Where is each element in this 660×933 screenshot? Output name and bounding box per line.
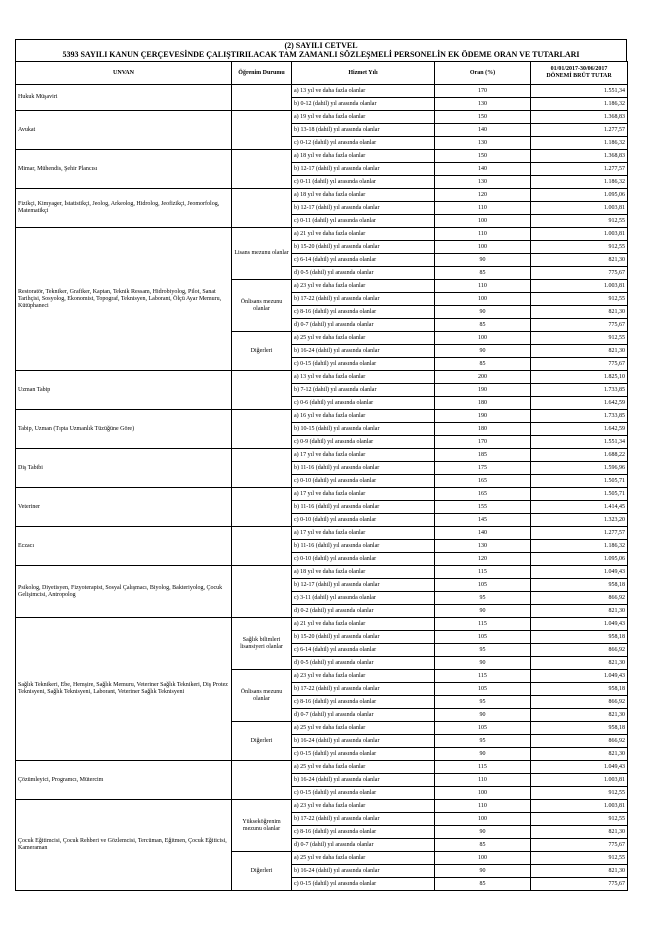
tutar-cell: 821,30	[531, 657, 628, 670]
unvan-cell: Restoratör, Tekniker, Grafiker, Kaptan, Teknik Ressam, Hidrobiyolog, Pilot, Sanat Tarihçisi, Sosyolog, Ekonomist, Topograf, Teknisyen, Laborant, Ölçü Ayar Memuru, Kütüphaneci	[16, 228, 232, 371]
hizmet-cell: a) 13 yıl ve daha fazla olanlar	[292, 371, 435, 384]
tutar-cell: 1.003,81	[531, 800, 628, 813]
tutar-cell: 1.277,57	[531, 163, 628, 176]
header-row	[16, 62, 628, 85]
tutar-cell: 1.825,10	[531, 371, 628, 384]
tutar-cell: 958,18	[531, 631, 628, 644]
hizmet-cell: b) 16-24 (dahil) yıl arasında olanlar	[292, 735, 435, 748]
tutar-cell: 1.049,43	[531, 566, 628, 579]
oran-cell: 185	[435, 449, 531, 462]
oran-cell: 105	[435, 722, 531, 735]
hizmet-cell: a) 17 yıl ve daha fazla olanlar	[292, 527, 435, 540]
oran-cell: 165	[435, 488, 531, 501]
hizmet-cell: c) 0-10 (dahil) yıl arasında olanlar	[292, 553, 435, 566]
hizmet-cell: a) 21 yıl ve daha fazla olanlar	[292, 618, 435, 631]
oran-cell: 100	[435, 787, 531, 800]
oran-cell: 190	[435, 384, 531, 397]
hizmet-cell: b) 16-24 (dahil) yıl arasında olanlar	[292, 865, 435, 878]
hizmet-cell: a) 18 yıl ve daha fazla olanlar	[292, 566, 435, 579]
ogrenim-cell: Diğerleri	[232, 722, 292, 761]
unvan-cell: Diş Tabibi	[16, 449, 232, 488]
hizmet-cell: a) 13 yıl ve daha fazla olanlar	[292, 85, 435, 98]
ogrenim-cell	[232, 189, 292, 228]
ogrenim-cell: Lisans mezunu olanlar	[232, 228, 292, 280]
tutar-cell: 1.733,85	[531, 384, 628, 397]
hizmet-cell: a) 25 yıl ve daha fazla olanlar	[292, 761, 435, 774]
hizmet-cell: a) 18 yıl ve daha fazla olanlar	[292, 189, 435, 202]
tutar-cell: 866,92	[531, 644, 628, 657]
hizmet-cell: a) 17 yıl ve daha fazla olanlar	[292, 449, 435, 462]
hizmet-cell: a) 25 yıl ve daha fazla olanlar	[292, 852, 435, 865]
oran-cell: 190	[435, 410, 531, 423]
oran-cell: 115	[435, 670, 531, 683]
tutar-cell: 821,30	[531, 254, 628, 267]
hizmet-cell: a) 16 yıl ve daha fazla olanlar	[292, 410, 435, 423]
oran-cell: 110	[435, 202, 531, 215]
oran-cell: 85	[435, 267, 531, 280]
hizmet-cell: b) 12-17 (dahil) yıl arasında olanlar	[292, 163, 435, 176]
unvan-cell: Avukat	[16, 111, 232, 150]
oran-cell: 115	[435, 761, 531, 774]
tutar-cell: 821,30	[531, 748, 628, 761]
unvan-cell: Uzman Tabip	[16, 371, 232, 410]
table-row	[16, 566, 628, 579]
tutar-cell: 1.049,43	[531, 670, 628, 683]
oran-cell: 90	[435, 826, 531, 839]
ogrenim-cell	[232, 488, 292, 527]
oran-cell: 100	[435, 241, 531, 254]
tutar-cell: 1.368,83	[531, 150, 628, 163]
tutar-cell: 1.551,34	[531, 85, 628, 98]
hizmet-cell: c) 6-14 (dahil) yıl arasında olanlar	[292, 644, 435, 657]
tutar-cell: 1.003,81	[531, 280, 628, 293]
ogrenim-cell	[232, 85, 292, 111]
oran-cell: 90	[435, 709, 531, 722]
ogrenim-cell: Diğerleri	[232, 852, 292, 891]
header-tutar-period: 01/01/2017-30/06/2017	[550, 66, 608, 72]
hizmet-cell: a) 23 yıl ve daha fazla olanlar	[292, 800, 435, 813]
table-row	[16, 150, 628, 163]
tutar-cell: 1.642,59	[531, 397, 628, 410]
tutar-cell: 958,18	[531, 722, 628, 735]
hizmet-cell: c) 8-16 (dahil) yıl arasında olanlar	[292, 826, 435, 839]
hizmet-cell: c) 0-15 (dahil) yıl arasında olanlar	[292, 878, 435, 891]
hizmet-cell: c) 0-15 (dahil) yıl arasında olanlar	[292, 787, 435, 800]
oran-cell: 175	[435, 462, 531, 475]
oran-cell: 165	[435, 475, 531, 488]
oran-cell: 120	[435, 553, 531, 566]
hizmet-cell: c) 0-10 (dahil) yıl arasında olanlar	[292, 475, 435, 488]
hizmet-cell: b) 10-15 (dahil) yıl arasında olanlar	[292, 423, 435, 436]
tutar-cell: 912,55	[531, 813, 628, 826]
tutar-cell: 1.277,57	[531, 527, 628, 540]
hizmet-cell: a) 25 yıl ve daha fazla olanlar	[292, 332, 435, 345]
hizmet-cell: c) 6-14 (dahil) yıl arasında olanlar	[292, 254, 435, 267]
oran-cell: 115	[435, 618, 531, 631]
tutar-cell: 1.003,81	[531, 774, 628, 787]
tutar-cell: 775,67	[531, 878, 628, 891]
unvan-cell: Fizikçi, Kimyager, İstatistikçi, Jeolog, Arkeolog, Hidrolog, Jeofizikçi, Jeomorfolog, Matematikçi	[16, 189, 232, 228]
hizmet-cell: a) 23 yıl ve daha fazla olanlar	[292, 280, 435, 293]
oran-cell: 85	[435, 319, 531, 332]
unvan-cell: Çocuk Eğitimcisi, Çocuk Rehberi ve Gözlemcisi, Tercüman, Eğitmen, Çocuk Eğiticisi, Kameraman	[16, 800, 232, 891]
unvan-cell: Eczacı	[16, 527, 232, 566]
oran-cell: 85	[435, 358, 531, 371]
header-ogrenim: Öğrenim Durumu	[232, 62, 292, 85]
table-row	[16, 527, 628, 540]
tutar-cell: 1.186,32	[531, 540, 628, 553]
ogrenim-cell: Önlisans mezunu olanlar	[232, 670, 292, 722]
oran-cell: 105	[435, 631, 531, 644]
header-unvan: UNVAN	[16, 62, 232, 85]
table-row	[16, 85, 628, 98]
tutar-cell: 866,92	[531, 735, 628, 748]
unvan-cell: Sağlık Teknikeri, Ebe, Hemşire, Sağlık Memuru, Veteriner Sağlık Teknikeri, Diş Protez Teknisyeni, Sağlık Teknisyeni, Laborant, Veteriner Sağlık Teknisyeni	[16, 618, 232, 761]
hizmet-cell: c) 0-10 (dahil) yıl arasında olanlar	[292, 514, 435, 527]
oran-cell: 110	[435, 800, 531, 813]
oran-cell: 140	[435, 124, 531, 137]
tutar-cell: 912,55	[531, 787, 628, 800]
oran-cell: 120	[435, 189, 531, 202]
tutar-cell: 958,18	[531, 683, 628, 696]
oran-cell: 110	[435, 774, 531, 787]
ogrenim-cell: Yükseköğrenim mezunu olanlar	[232, 800, 292, 852]
hizmet-cell: b) 17-22 (dahil) yıl arasında olanlar	[292, 293, 435, 306]
oran-cell: 85	[435, 839, 531, 852]
hizmet-cell: b) 13-18 (dahil) yıl arasında olanlar	[292, 124, 435, 137]
table-row	[16, 228, 628, 241]
oran-cell: 155	[435, 501, 531, 514]
oran-cell: 90	[435, 345, 531, 358]
ogrenim-cell: Önlisans mezunu olanlar	[232, 280, 292, 332]
table-row	[16, 189, 628, 202]
hizmet-cell: d) 0-5 (dahil) yıl arasında olanlar	[292, 267, 435, 280]
tutar-cell: 1.049,43	[531, 761, 628, 774]
oran-cell: 90	[435, 657, 531, 670]
oran-cell: 150	[435, 111, 531, 124]
hizmet-cell: c) 3-11 (dahil) yıl arasında olanlar	[292, 592, 435, 605]
hizmet-cell: c) 8-16 (dahil) yıl arasında olanlar	[292, 306, 435, 319]
table-title	[15, 39, 627, 61]
header-tutar	[531, 62, 628, 85]
tutar-cell: 912,55	[531, 293, 628, 306]
oran-cell: 115	[435, 566, 531, 579]
hizmet-cell: b) 17-22 (dahil) yıl arasında olanlar	[292, 813, 435, 826]
oran-cell: 105	[435, 683, 531, 696]
ogrenim-cell	[232, 527, 292, 566]
table-row	[16, 618, 628, 631]
hizmet-cell: b) 12-17 (dahil) yıl arasında olanlar	[292, 202, 435, 215]
tutar-cell: 912,55	[531, 852, 628, 865]
payment-table	[15, 61, 628, 891]
oran-cell: 95	[435, 735, 531, 748]
tutar-cell: 912,55	[531, 241, 628, 254]
header-hizmet: Hizmet Yılı	[292, 62, 435, 85]
ogrenim-cell	[232, 111, 292, 150]
tutar-cell: 821,30	[531, 865, 628, 878]
oran-cell: 130	[435, 137, 531, 150]
hizmet-cell: b) 15-20 (dahil) yıl arasında olanlar	[292, 241, 435, 254]
ogrenim-cell	[232, 410, 292, 449]
tutar-cell: 866,92	[531, 696, 628, 709]
unvan-cell: Mimar, Mühendis, Şehir Plancısı	[16, 150, 232, 189]
tutar-cell: 1.688,22	[531, 449, 628, 462]
hizmet-cell: d) 0-2 (dahil) yıl arasında olanlar	[292, 605, 435, 618]
hizmet-cell: a) 17 yıl ve daha fazla olanlar	[292, 488, 435, 501]
tutar-cell: 1.551,34	[531, 436, 628, 449]
unvan-cell: Hukuk Müşaviri	[16, 85, 232, 111]
hizmet-cell: d) 0-7 (dahil) yıl arasında olanlar	[292, 839, 435, 852]
tutar-cell: 1.186,32	[531, 98, 628, 111]
tutar-cell: 1.186,32	[531, 176, 628, 189]
title-line-1: (2) SAYILI CETVEL	[284, 41, 358, 50]
table-body	[16, 85, 628, 891]
oran-cell: 100	[435, 293, 531, 306]
oran-cell: 105	[435, 579, 531, 592]
ogrenim-cell: Sağlık bilimleri lisansiyeri olanlar	[232, 618, 292, 670]
hizmet-cell: d) 0-5 (dahil) yıl arasında olanlar	[292, 657, 435, 670]
hizmet-cell: b) 11-16 (dahil) yıl arasında olanlar	[292, 462, 435, 475]
title-line-2: 5393 SAYILI KANUN ÇERÇEVESİNDE ÇALIŞTIRILACAK TAM ZAMANLI SÖZLEŞMELİ PERSONELİN EK ÖDEME ORAN VE TUTARLARI	[62, 50, 580, 59]
tutar-cell: 821,30	[531, 605, 628, 618]
oran-cell: 100	[435, 852, 531, 865]
header-oran: Oran (%)	[435, 62, 531, 85]
oran-cell: 200	[435, 371, 531, 384]
oran-cell: 110	[435, 280, 531, 293]
oran-cell: 100	[435, 332, 531, 345]
tutar-cell: 775,67	[531, 319, 628, 332]
table-row	[16, 800, 628, 813]
tutar-cell: 775,67	[531, 358, 628, 371]
hizmet-cell: b) 15-20 (dahil) yıl arasında olanlar	[292, 631, 435, 644]
oran-cell: 180	[435, 397, 531, 410]
oran-cell: 90	[435, 605, 531, 618]
tutar-cell: 866,92	[531, 592, 628, 605]
oran-cell: 90	[435, 254, 531, 267]
oran-cell: 85	[435, 878, 531, 891]
tutar-cell: 775,67	[531, 839, 628, 852]
tutar-cell: 775,67	[531, 267, 628, 280]
table-row	[16, 761, 628, 774]
hizmet-cell: c) 0-11 (dahil) yıl arasında olanlar	[292, 176, 435, 189]
unvan-cell: Veteriner	[16, 488, 232, 527]
ogrenim-cell	[232, 371, 292, 410]
tutar-cell: 958,18	[531, 579, 628, 592]
hizmet-cell: c) 0-15 (dahil) yıl arasında olanlar	[292, 358, 435, 371]
tutar-cell: 1.323,20	[531, 514, 628, 527]
table-row	[16, 371, 628, 384]
tutar-cell: 1.186,32	[531, 137, 628, 150]
hizmet-cell: b) 11-16 (dahil) yıl arasında olanlar	[292, 540, 435, 553]
hizmet-cell: b) 11-16 (dahil) yıl arasında olanlar	[292, 501, 435, 514]
hizmet-cell: a) 25 yıl ve daha fazla olanlar	[292, 722, 435, 735]
oran-cell: 90	[435, 865, 531, 878]
hizmet-cell: a) 19 yıl ve daha fazla olanlar	[292, 111, 435, 124]
hizmet-cell: a) 18 yıl ve daha fazla olanlar	[292, 150, 435, 163]
oran-cell: 140	[435, 527, 531, 540]
tutar-cell: 1.596,96	[531, 462, 628, 475]
document	[15, 39, 627, 891]
hizmet-cell: d) 0-7 (dahil) yıl arasında olanlar	[292, 709, 435, 722]
tutar-cell: 1.414,45	[531, 501, 628, 514]
table-row	[16, 410, 628, 423]
hizmet-cell: c) 0-9 (dahil) yıl arasında olanlar	[292, 436, 435, 449]
unvan-cell: Tabip, Uzman (Tıpta Uzmanlık Tüzüğüne Göre)	[16, 410, 232, 449]
hizmet-cell: b) 17-22 (dahil) yıl arasında olanlar	[292, 683, 435, 696]
oran-cell: 95	[435, 592, 531, 605]
hizmet-cell: b) 16-24 (dahil) yıl arasında olanlar	[292, 345, 435, 358]
tutar-cell: 1.049,43	[531, 618, 628, 631]
oran-cell: 150	[435, 150, 531, 163]
tutar-cell: 821,30	[531, 345, 628, 358]
oran-cell: 90	[435, 306, 531, 319]
oran-cell: 170	[435, 85, 531, 98]
tutar-cell: 1.095,06	[531, 553, 628, 566]
hizmet-cell: c) 8-16 (dahil) yıl arasında olanlar	[292, 696, 435, 709]
oran-cell: 90	[435, 748, 531, 761]
oran-cell: 95	[435, 696, 531, 709]
tutar-cell: 1.505,71	[531, 475, 628, 488]
hizmet-cell: c) 0-11 (dahil) yıl arasında olanlar	[292, 215, 435, 228]
tutar-cell: 1.277,57	[531, 124, 628, 137]
unvan-cell: Psikolog, Diyetisyen, Fizyoterapist, Sosyal Çalışmacı, Biyolog, Bakteriyolog, Çocuk Gelişimcisi, Antropolog	[16, 566, 232, 618]
tutar-cell: 1.505,71	[531, 488, 628, 501]
tutar-cell: 821,30	[531, 826, 628, 839]
ogrenim-cell: Diğerleri	[232, 332, 292, 371]
hizmet-cell: a) 21 yıl ve daha fazla olanlar	[292, 228, 435, 241]
hizmet-cell: b) 0-12 (dahil) yıl arasında olanlar	[292, 98, 435, 111]
hizmet-cell: c) 0-12 (dahil) yıl arasında olanlar	[292, 137, 435, 150]
tutar-cell: 1.733,85	[531, 410, 628, 423]
tutar-cell: 1.368,83	[531, 111, 628, 124]
oran-cell: 130	[435, 176, 531, 189]
hizmet-cell: a) 23 yıl ve daha fazla olanlar	[292, 670, 435, 683]
unvan-cell: Çözümleyici, Programcı, Mütercim	[16, 761, 232, 800]
oran-cell: 130	[435, 540, 531, 553]
ogrenim-cell	[232, 761, 292, 800]
tutar-cell: 1.003,81	[531, 202, 628, 215]
hizmet-cell: c) 0-15 (dahil) yıl arasında olanlar	[292, 748, 435, 761]
table-row	[16, 488, 628, 501]
hizmet-cell: b) 7-12 (dahil) yıl arasında olanlar	[292, 384, 435, 397]
oran-cell: 140	[435, 163, 531, 176]
tutar-cell: 821,30	[531, 709, 628, 722]
ogrenim-cell	[232, 150, 292, 189]
hizmet-cell: d) 0-7 (dahil) yıl arasında olanlar	[292, 319, 435, 332]
oran-cell: 110	[435, 228, 531, 241]
table-row	[16, 449, 628, 462]
tutar-cell: 1.003,81	[531, 228, 628, 241]
tutar-cell: 821,30	[531, 306, 628, 319]
header-tutar-label: DÖNEMİ BRÜT TUTAR	[546, 73, 612, 79]
table-row	[16, 111, 628, 124]
oran-cell: 170	[435, 436, 531, 449]
ogrenim-cell	[232, 566, 292, 618]
oran-cell: 145	[435, 514, 531, 527]
hizmet-cell: c) 0-6 (dahil) yıl arasında olanlar	[292, 397, 435, 410]
tutar-cell: 1.095,06	[531, 189, 628, 202]
tutar-cell: 912,55	[531, 215, 628, 228]
oran-cell: 100	[435, 215, 531, 228]
oran-cell: 130	[435, 98, 531, 111]
ogrenim-cell	[232, 449, 292, 488]
oran-cell: 180	[435, 423, 531, 436]
tutar-cell: 912,55	[531, 332, 628, 345]
hizmet-cell: b) 12-17 (dahil) yıl arasında olanlar	[292, 579, 435, 592]
oran-cell: 95	[435, 644, 531, 657]
tutar-cell: 1.642,59	[531, 423, 628, 436]
hizmet-cell: b) 16-24 (dahil) yıl arasında olanlar	[292, 774, 435, 787]
oran-cell: 100	[435, 813, 531, 826]
